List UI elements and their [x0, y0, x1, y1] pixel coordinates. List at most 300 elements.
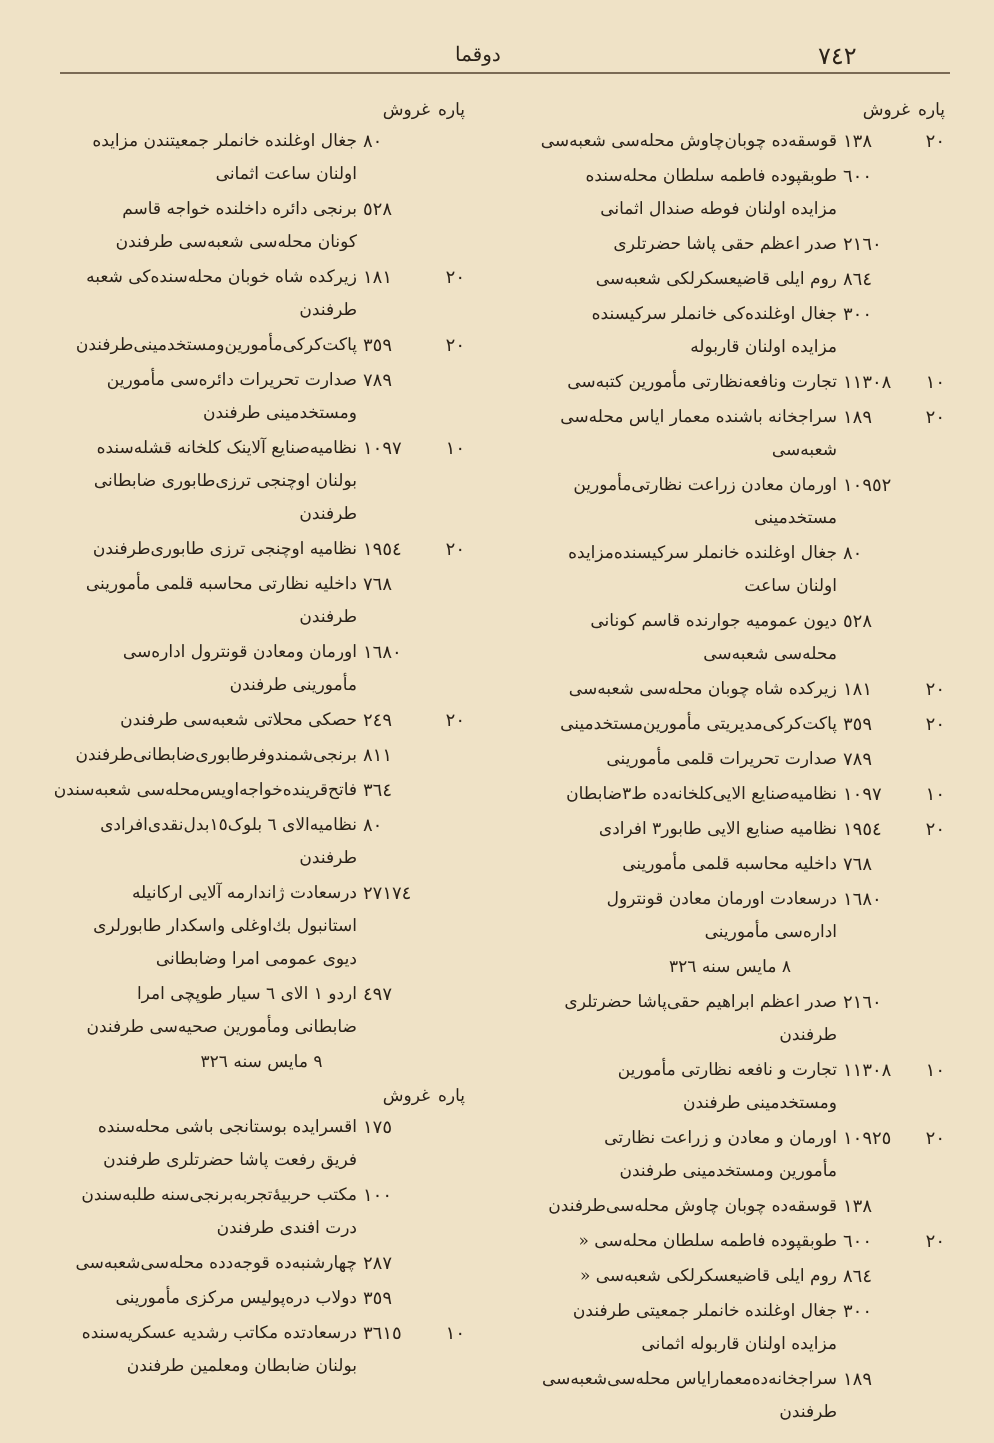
para-value	[915, 160, 945, 226]
para-value: ١٠	[925, 784, 945, 805]
grush-value: ١٠٩٧	[363, 438, 402, 459]
entry-description	[58, 432, 357, 531]
amount	[837, 1225, 945, 1258]
entry-description	[58, 978, 357, 1044]
amount	[357, 1179, 465, 1245]
para-value: ١٠	[445, 438, 465, 459]
description-line: اقسرایده بوستانجی باشی محله‌سنده	[97, 1117, 357, 1137]
amount	[837, 1260, 945, 1293]
description-line: نظامیه صنایع الایی طابور٣ افرادی	[598, 819, 837, 839]
description-line: چهارشنبه‌ده قوجه‌دده محله‌سی‌شعبه‌سی	[75, 1253, 357, 1273]
para-value	[915, 848, 945, 881]
entry-description	[515, 298, 837, 364]
amount	[357, 1247, 465, 1280]
description-line: نظامیه‌صنایع آلاینک کلخانه قشله‌سنده	[96, 438, 357, 458]
entry-description	[515, 778, 837, 811]
entry-description	[54, 774, 357, 807]
ledger-entry	[53, 774, 465, 807]
grush-value: ٤٩٧	[363, 984, 393, 1005]
description-line: اورمان ومعادن قونترول اداره‌سی	[122, 642, 357, 662]
entry-description	[515, 537, 837, 603]
entry-description	[515, 469, 837, 535]
para-value	[915, 1260, 945, 1293]
description-line: مستخدمینی	[754, 508, 837, 528]
ledger-entry	[515, 1122, 945, 1188]
ledger-entry	[58, 1179, 465, 1245]
grush-value: ٧٦٨	[843, 854, 873, 875]
grush-value: ٧٨٩	[843, 749, 873, 770]
para-value	[915, 883, 945, 949]
entry-description	[58, 704, 357, 737]
description-line: درسعادت ژاندارمه آلایی ارکانیله	[131, 883, 357, 903]
amount	[357, 1282, 465, 1315]
amount	[357, 1317, 465, 1383]
para-value: ٢٠	[445, 267, 465, 288]
ledger-entry	[515, 1295, 945, 1361]
amount	[837, 228, 945, 261]
ledger-entry	[58, 739, 465, 772]
description-line: داخلیه محاسبه قلمی مأمورینی	[622, 854, 837, 874]
grush-value: ٣٥٩	[363, 1288, 393, 1309]
amount	[837, 366, 945, 399]
grush-value: ٢٤٩	[363, 710, 393, 731]
grush-value: ٨٦٤	[843, 1266, 873, 1287]
grush-value: ١٨١	[843, 679, 873, 700]
grush-value: ٨٦٤	[843, 269, 873, 290]
grush-value: ٣٦١٥	[363, 1323, 402, 1344]
para-value	[435, 193, 465, 259]
units-header	[515, 95, 945, 125]
ledger-entry	[58, 329, 465, 362]
para-value	[915, 537, 945, 603]
para-value	[435, 1111, 465, 1177]
description-line: تجارت ونافعه‌نظارتی مأمورین کتبه‌سی	[567, 372, 837, 392]
amount	[837, 883, 945, 949]
para-value	[435, 1179, 465, 1245]
ledger-entry	[515, 366, 945, 399]
description-line: اردو ١ الای ٦ سیار طوپچی امرا	[136, 984, 357, 1004]
description-line: قوسقه‌ده چوبان‌چاوش محله‌سی شعبه‌سی	[540, 131, 837, 151]
ledger-entry	[515, 1225, 945, 1258]
para-value	[435, 809, 465, 875]
grush-value: ٢١٦٠	[843, 234, 882, 255]
amount	[837, 298, 945, 364]
entry-description	[515, 366, 837, 399]
description-line: جغال اوغلنده خانملر سرکیسنده‌مزایده	[568, 543, 837, 563]
grush-value: ٥٢٨	[843, 611, 873, 632]
description-line: صدر اعظم ابراهیم حقی‌پاشا حضرتلری	[564, 992, 837, 1012]
description-line: حصکی محلاتی شعبه‌سی طرفندن	[120, 710, 357, 730]
ledger-entry	[515, 1363, 945, 1429]
amount	[837, 160, 945, 226]
para-value: ٢٠	[445, 335, 465, 356]
description-line: زیرکده شاه خوبان محله‌سنده‌کی شعبه	[86, 267, 357, 287]
description-line: صدارت تحریرات قلمی مأمورینی	[606, 749, 837, 769]
grush-value: ٦٠٠	[843, 166, 873, 187]
amount	[357, 432, 465, 531]
grush-value: ٢٨٧	[363, 1253, 393, 1274]
grush-value: ٨١١	[363, 745, 393, 766]
amount	[837, 605, 945, 671]
description-line: روم ایلی قاضیعسکرلکی شعبه‌سی «	[579, 1266, 837, 1286]
ledger-entry	[515, 125, 945, 158]
description-line: طرفندن	[299, 848, 357, 868]
amount	[837, 125, 945, 158]
entry-description	[58, 877, 357, 976]
amount	[357, 704, 465, 737]
amount	[357, 261, 465, 327]
amount	[357, 329, 465, 362]
left-column	[53, 95, 465, 1385]
description-line: اورمان معادن زراعت نظارتی‌مأمورین	[573, 475, 837, 495]
grush-value: ١٠٩٥٢	[843, 475, 892, 496]
description-line: درت افندی طرفندن	[216, 1218, 357, 1238]
entry-description	[515, 1295, 837, 1361]
unit-label: غروش	[382, 1086, 430, 1106]
grush-value: ٢١٦٠	[843, 992, 882, 1013]
ledger-entry	[515, 263, 945, 296]
ledger-entry	[58, 809, 465, 875]
entry-description	[58, 193, 357, 259]
grush-value: ١٨٩	[843, 407, 873, 428]
description-line: طوبقپوده فاطمه سلطان محله‌سنده	[585, 166, 837, 186]
grush-value: ٣٦٤	[363, 780, 393, 801]
ledger-entry	[58, 364, 465, 430]
amount	[837, 743, 945, 776]
para-value	[435, 1282, 465, 1315]
description-line: استانبول بك‌اوغلی واسکدار طابورلری	[93, 916, 357, 936]
right-column	[515, 95, 945, 1431]
para-value	[915, 605, 945, 671]
description-line: فریق رفعت پاشا حضرتلری طرفندن	[103, 1150, 357, 1170]
entry-description	[515, 263, 837, 296]
amount	[837, 401, 945, 467]
amount	[837, 1363, 945, 1429]
para-value	[915, 743, 945, 776]
grush-value: ١٠٠	[363, 1185, 393, 1206]
para-value: ٢٠	[445, 539, 465, 560]
amount	[357, 636, 465, 702]
amount	[837, 813, 945, 846]
entry-description	[58, 533, 357, 566]
entry-description	[515, 883, 837, 949]
ledger-entry	[515, 708, 945, 741]
description-line: مزایده اولنان فوطه صندال اثمانی	[600, 199, 837, 219]
ledger-entry	[58, 261, 465, 327]
ledger-entry	[58, 877, 465, 976]
entry-description	[58, 636, 357, 702]
amount	[357, 978, 465, 1044]
page-number: ٧٤٢	[818, 42, 857, 70]
description-line: نظامیه‌صنایع الایی‌کلخانه‌ده ط٣ضابطان	[566, 784, 837, 804]
entry-description	[515, 848, 837, 881]
entry-description	[515, 1190, 837, 1223]
entry-description	[58, 329, 357, 362]
para-value: ١٠	[925, 372, 945, 393]
ledger-entry	[58, 125, 465, 191]
amount	[357, 877, 465, 976]
description-line: داخلیه نظارتی محاسبه قلمی مأمورینی	[85, 574, 357, 594]
description-line: اداره‌سی مأمورینی	[704, 922, 837, 942]
para-value	[915, 263, 945, 296]
ledger-entry	[515, 1260, 945, 1293]
unit-label: پاره	[437, 1086, 465, 1106]
para-value	[435, 774, 465, 807]
description-line: زیرکده شاه چوبان محله‌سی شعبه‌سی	[568, 679, 837, 699]
amount	[837, 1190, 945, 1223]
description-line: طرفندن	[299, 300, 357, 320]
description-line: اورمان و معادن و زراعت نظارتی	[604, 1128, 837, 1148]
description-line: برنجی دائره داخلنده خواجه قاسم	[122, 199, 357, 219]
description-line: نظامیه‌الای ٦ بلوک١٥بدل‌نقدی‌افرادی	[100, 815, 357, 835]
description-line: طوبقپوده فاطمه سلطان محله‌سی «	[578, 1231, 837, 1251]
ledger-entry	[58, 704, 465, 737]
grush-value: ٨٠	[843, 543, 863, 564]
description-line: صدر اعظم حقی پاشا حضرتلری	[613, 234, 837, 254]
grush-value: ٣٠٠	[843, 1301, 873, 1322]
description-line: طرفندن	[779, 1025, 837, 1045]
grush-value: ٨٠	[363, 815, 383, 836]
entry-description	[58, 1111, 357, 1177]
amount	[357, 1111, 465, 1177]
para-value: ٢٠	[925, 714, 945, 735]
para-value	[915, 986, 945, 1052]
grush-value: ١١٣٠٨	[843, 372, 892, 393]
ledger-entry	[58, 978, 465, 1044]
unit-label: غروش	[382, 100, 430, 120]
ledger-entry	[515, 605, 945, 671]
description-line: تجارت و نافعه نظارتی مأمورین	[617, 1060, 837, 1080]
entry-description	[515, 160, 837, 226]
units-header	[58, 1081, 465, 1111]
amount	[837, 848, 945, 881]
ledger-entry	[515, 743, 945, 776]
para-value	[435, 739, 465, 772]
entry-description	[515, 1363, 837, 1429]
ledger-entry	[515, 883, 945, 949]
description-line: جغال اوغلنده خانملر جمعیتندن مزایده	[92, 131, 357, 151]
amount	[357, 193, 465, 259]
unit-label: پاره	[437, 100, 465, 120]
entry-description	[515, 673, 837, 706]
ledger-entry	[515, 401, 945, 467]
description-line: روم ایلی قاضیعسکرلکی شعبه‌سی	[595, 269, 837, 289]
grush-value: ١٦٨٠	[363, 642, 402, 663]
entry-description	[58, 1282, 357, 1315]
ledger-entry	[58, 636, 465, 702]
description-line: سراجخانه‌ده‌معمارایاس محله‌سی‌شعبه‌سی	[542, 1369, 837, 1389]
description-line: شعبه‌سی	[771, 440, 837, 460]
units-header	[58, 95, 465, 125]
entry-description	[58, 1179, 357, 1245]
amount	[357, 568, 465, 634]
description-line: مزایده اولنان قاربوله اثمانی	[641, 1334, 837, 1354]
description-line: اولنان ساعت اثمانی	[215, 164, 357, 184]
description-line: دیوی عمومی امرا وضابطانی	[155, 949, 357, 969]
para-value: ١٠	[445, 1323, 465, 1344]
para-value	[435, 636, 465, 702]
grush-value: ١٦٨٠	[843, 889, 882, 910]
description-line: قوسقه‌ده چوبان چاوش محله‌سی‌طرفندن	[548, 1196, 837, 1216]
para-value	[915, 228, 945, 261]
grush-value: ١٩٥٤	[843, 819, 882, 840]
entry-description	[58, 568, 357, 634]
description-line: پاکت‌کرکی‌مأمورین‌ومستخدمینی‌طرفندن	[75, 335, 357, 355]
ledger-entry	[58, 1282, 465, 1315]
para-value	[915, 1363, 945, 1429]
amount	[837, 986, 945, 1052]
header-rule	[60, 72, 950, 74]
para-value: ٢٠	[925, 819, 945, 840]
para-value: ٢٠	[925, 1231, 945, 1252]
description-line: کونان محله‌سی شعبه‌سی طرفندن	[115, 232, 357, 252]
ledger-entry	[58, 1247, 465, 1280]
description-line: صدارت تحریرات دائره‌سی مأمورین	[106, 370, 357, 390]
para-value	[915, 298, 945, 364]
entry-description	[58, 1247, 357, 1280]
grush-value: ٥٢٨	[363, 199, 393, 220]
para-value: ٢٠	[925, 1128, 945, 1149]
description-line: محله‌سی شعبه‌سی	[703, 644, 837, 664]
amount	[357, 364, 465, 430]
grush-value: ٣٠٠	[843, 304, 873, 325]
ledger-entry	[515, 673, 945, 706]
para-value	[435, 877, 465, 976]
entry-description	[515, 986, 837, 1052]
ledger-entry	[515, 298, 945, 364]
amount	[357, 809, 465, 875]
para-value: ٢٠	[925, 679, 945, 700]
unit-label: غروش	[862, 100, 910, 120]
para-value	[435, 125, 465, 191]
grush-value: ٣٥٩	[843, 714, 873, 735]
description-line: ومستخدمینی طرفندن	[682, 1093, 837, 1113]
grush-value: ١٩٥٤	[363, 539, 402, 560]
amount	[837, 263, 945, 296]
description-line: درسعادتده مکاتب رشدیه عسکریه‌سنده	[81, 1323, 357, 1343]
date-line: ٩ مایس سنه ٣٢٦	[200, 1052, 323, 1072]
grush-value: ١٠٩٢٥	[843, 1128, 892, 1149]
description-line: طرفندن	[299, 504, 357, 524]
description-line: نظامیه اوچنجی ترزی طابوری‌طرفندن	[92, 539, 357, 559]
ledger-entry	[58, 1317, 465, 1383]
grush-value: ١٣٨	[843, 1196, 873, 1217]
entry-description	[515, 1054, 837, 1120]
entry-description	[515, 605, 837, 671]
description-line: مکتب حربیهٔ‌تجربه‌برنجی‌سنه طلبه‌سندن	[81, 1185, 357, 1205]
description-line: طرفندن	[299, 607, 357, 627]
description-line: فاتح‌قرینده‌خواجه‌اویس‌محله‌سی شعبه‌سندن	[53, 780, 357, 800]
ledger-entry	[515, 813, 945, 846]
ledger-entry	[515, 469, 945, 535]
amount	[837, 708, 945, 741]
para-value	[435, 364, 465, 430]
ledger-entry	[58, 432, 465, 531]
ledger-entry	[515, 778, 945, 811]
para-value	[915, 469, 945, 535]
description-line: درسعادت اورمان معادن قونترول	[606, 889, 837, 909]
ledger-entry	[58, 568, 465, 634]
entry-description	[515, 125, 837, 158]
amount	[837, 1054, 945, 1120]
entry-description	[515, 228, 837, 261]
description-line: سراجخانه باشنده معمار ایاس محله‌سی	[560, 407, 837, 427]
grush-value: ٣٥٩	[363, 335, 393, 356]
grush-value: ٧٦٨	[363, 574, 393, 595]
grush-value: ١٨١	[363, 267, 393, 288]
amount	[357, 739, 465, 772]
amount	[357, 125, 465, 191]
entry-description	[58, 739, 357, 772]
description-line: ضابطانی ومأمورین صحیه‌سی طرفندن	[86, 1017, 357, 1037]
para-value	[915, 1190, 945, 1223]
para-value: ٢٠	[925, 131, 945, 152]
para-value: ٢٠	[445, 710, 465, 731]
ledger-entry	[58, 1111, 465, 1177]
ledger-entry	[515, 537, 945, 603]
description-line: مزایده اولنان قاربوله	[690, 337, 837, 357]
entry-description	[515, 743, 837, 776]
unit-label: پاره	[917, 100, 945, 120]
ledger-entry	[58, 193, 465, 259]
ledger-entry	[515, 228, 945, 261]
entry-description	[515, 401, 837, 467]
amount	[837, 537, 945, 603]
description-line: طرفندن	[779, 1402, 837, 1422]
description-line: دیون عمومیه جوارنده قاسم کونانی	[590, 611, 837, 631]
entry-description	[515, 1260, 837, 1293]
description-line: جغال اوغلنده‌کی خانملر سرکیسنده	[591, 304, 837, 324]
para-value	[435, 1247, 465, 1280]
description-line: مأمورین ومستخدمینی طرفندن	[619, 1161, 837, 1181]
grush-value: ١٠٩٧	[843, 784, 882, 805]
description-line: اولنان ساعت	[744, 576, 837, 596]
description-line: پاکت‌کرکی‌مدیریتی مأمورین‌مستخدمینی	[560, 714, 837, 734]
entry-description	[515, 1225, 837, 1258]
description-line: ومستخدمینی طرفندن	[202, 403, 357, 423]
ledger-entry	[515, 848, 945, 881]
para-value: ١٠	[925, 1060, 945, 1081]
ledger-entry	[515, 986, 945, 1052]
grush-value: ٨٠	[363, 131, 383, 152]
entry-description	[515, 1122, 837, 1188]
grush-value: ١١٣٠٨	[843, 1060, 892, 1081]
entry-description	[58, 261, 357, 327]
grush-value: ٧٨٩	[363, 370, 393, 391]
amount	[837, 1122, 945, 1188]
description-line: جغال اوغلنده خانملر جمعیتی طرفندن	[572, 1301, 837, 1321]
grush-value: ٢٧١٧٤	[363, 883, 412, 904]
grush-value: ١٨٩	[843, 1369, 873, 1390]
description-line: دولاب دره‌پولیس مرکزی مأمورینی	[115, 1288, 357, 1308]
para-value	[435, 568, 465, 634]
ledger-entry	[515, 1190, 945, 1223]
entry-description	[515, 813, 837, 846]
ledger-entry	[58, 533, 465, 566]
grush-value: ١٧٥	[363, 1117, 393, 1138]
description-line: بولنان ضابطان ومعلمین طرفندن	[126, 1356, 357, 1376]
amount	[837, 1295, 945, 1361]
amount	[357, 533, 465, 566]
grush-value: ١٣٨	[843, 131, 873, 152]
grush-value: ٦٠٠	[843, 1231, 873, 1252]
description-line: مأمورینی طرفندن	[229, 675, 357, 695]
entry-description	[515, 708, 837, 741]
para-value: ٢٠	[925, 407, 945, 428]
date-line: ٨ مایس سنه ٣٢٦	[669, 957, 791, 977]
amount	[357, 774, 465, 807]
entry-description	[58, 809, 357, 875]
